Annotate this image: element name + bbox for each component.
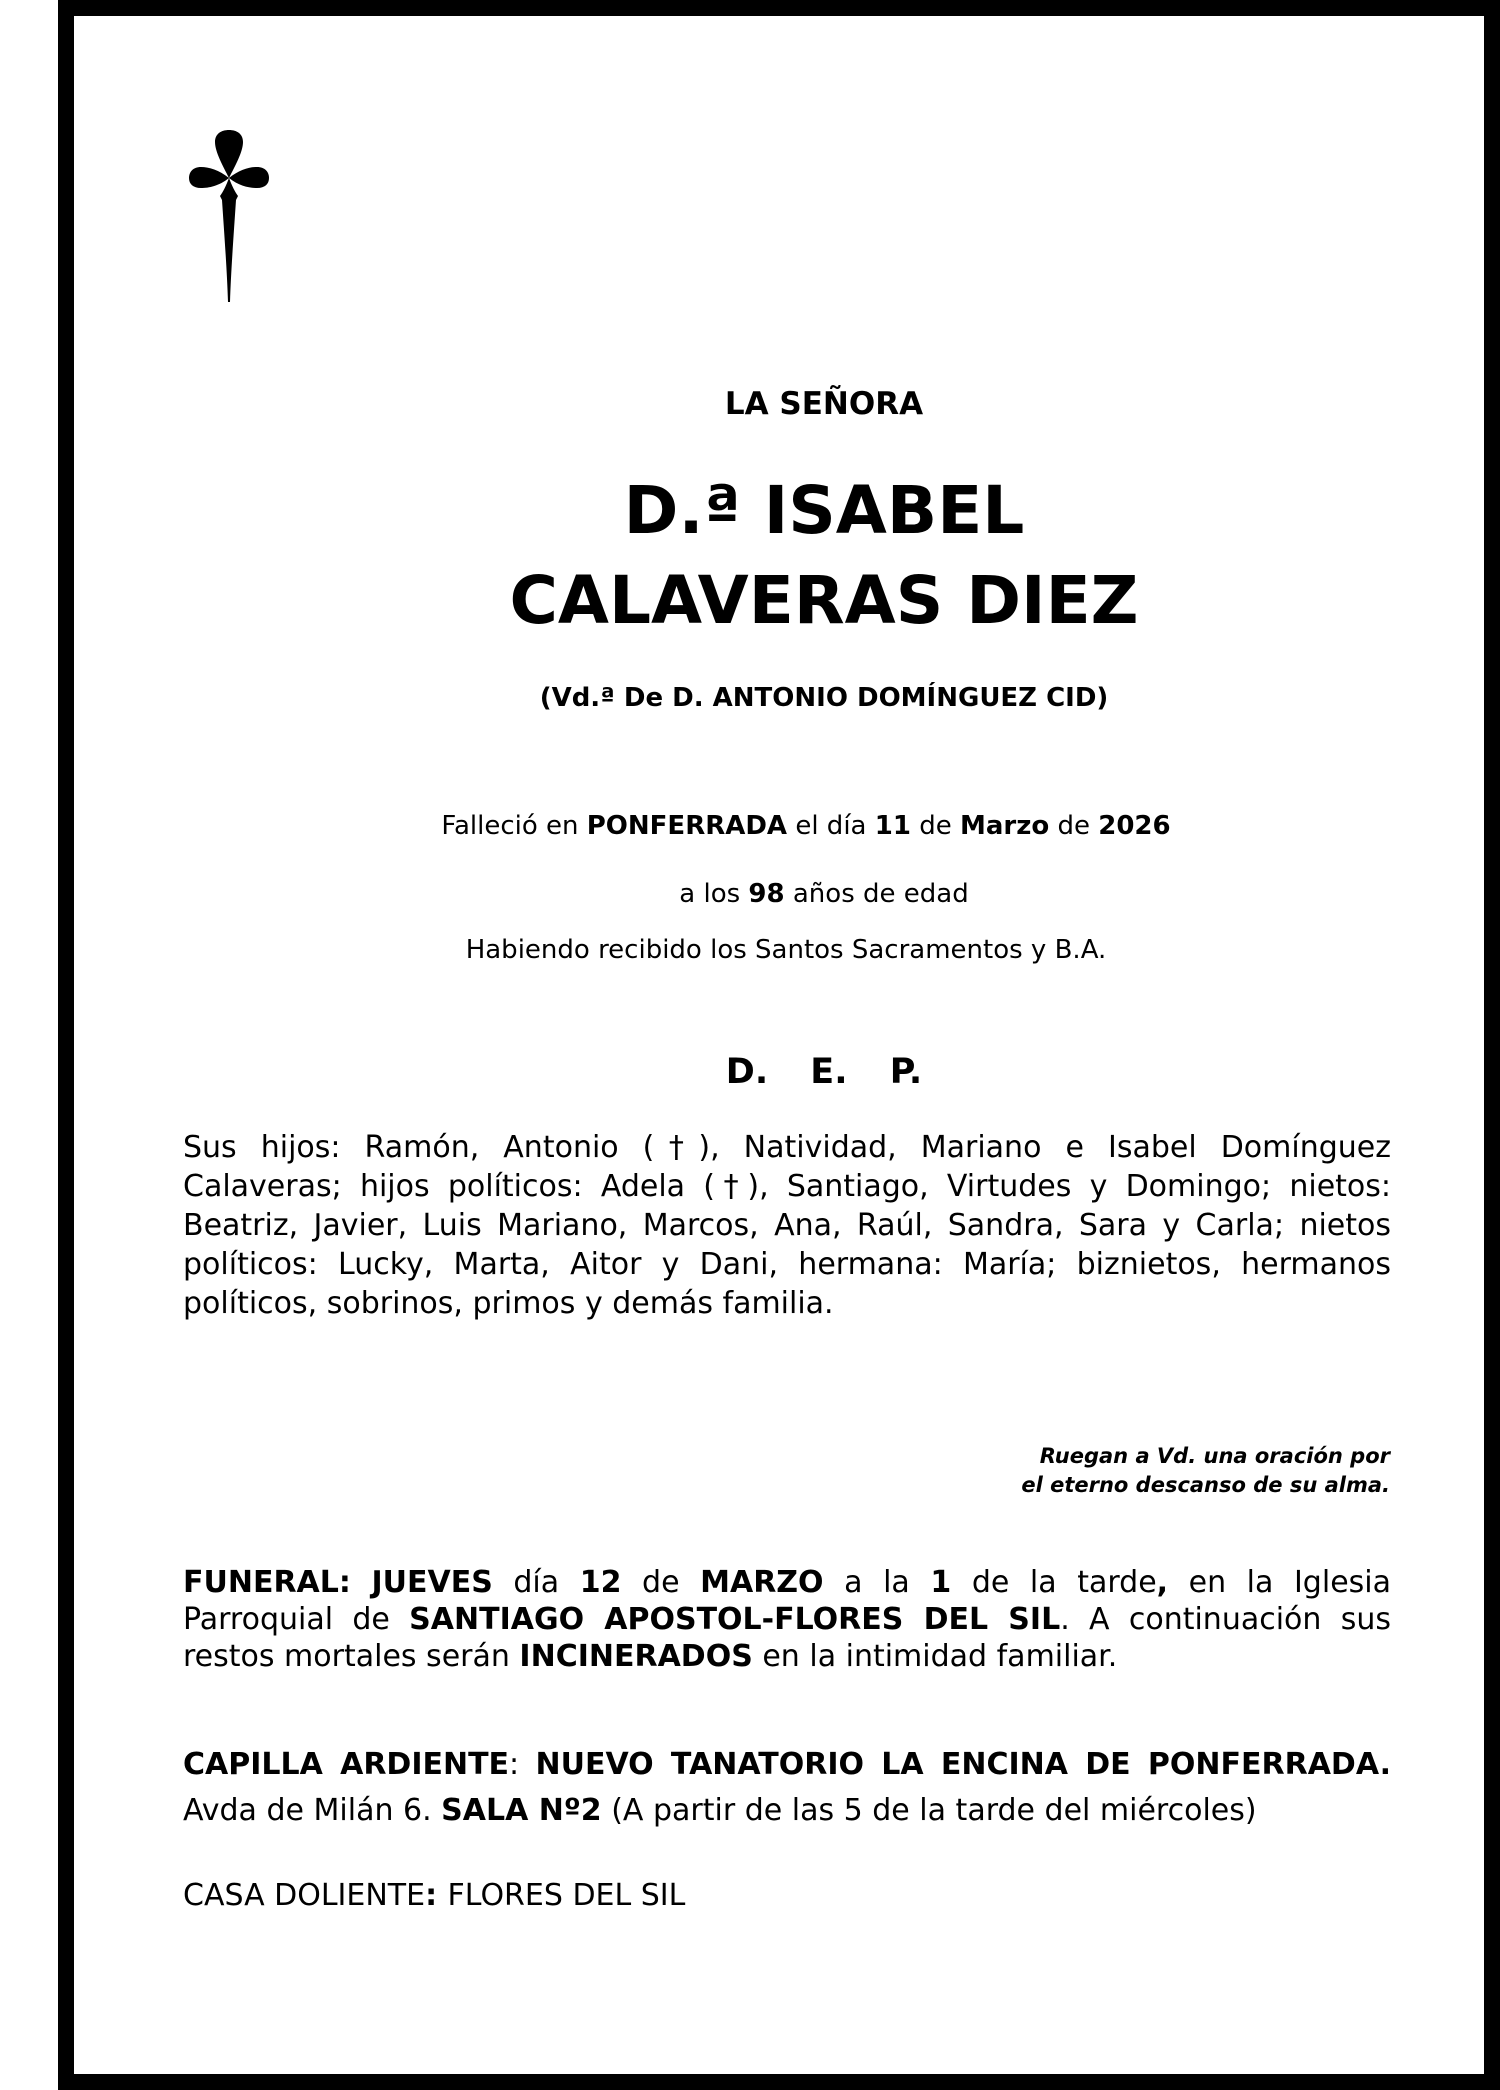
chapel-paragraph — [183, 1742, 1391, 1834]
chapel-room: SALA Nº2 — [441, 1793, 602, 1828]
text: : — [425, 1878, 448, 1913]
sacraments-line: Habiendo recibido los Santos Sacramentos y B.A. — [465, 935, 1107, 965]
death-day: 11 — [874, 811, 911, 841]
cross-icon — [189, 130, 269, 304]
funeral-hour: 1 — [930, 1565, 952, 1600]
text: de la tarde — [951, 1565, 1157, 1600]
deceased-name — [424, 466, 1224, 646]
year-prefix: de — [1049, 811, 1099, 841]
month-prefix: de — [910, 811, 960, 841]
casa-place: FLORES DEL SIL — [447, 1878, 686, 1913]
funeral-church: SANTIAGO APOSTOL-FLORES DEL SIL — [409, 1602, 1061, 1637]
death-line — [406, 808, 1206, 844]
mourning-house — [183, 1876, 1391, 1915]
prayer-request — [1021, 1442, 1390, 1500]
prayer-line-1: Ruegan a Vd. una oración por — [1039, 1444, 1390, 1468]
text: de — [621, 1565, 701, 1600]
funeral-label: FUNERAL: — [183, 1565, 351, 1600]
name-line-2: CALAVERAS DIEZ — [509, 562, 1139, 639]
funeral-weekday: JUEVES — [371, 1565, 493, 1600]
funeral-month: MARZO — [700, 1565, 824, 1600]
text: . A continuación sus restos mortales serán — [183, 1602, 1391, 1674]
funeral-disposition: INCINERADOS — [519, 1639, 753, 1674]
death-year: 2026 — [1098, 811, 1171, 841]
honorific: LA SEÑORA — [724, 386, 924, 422]
chapel-hours: (A partir de las 5 de la tarde del miércoles) — [601, 1793, 1257, 1828]
casa-label: CASA DOLIENTE — [183, 1878, 426, 1913]
age-years: 98 — [748, 879, 785, 909]
chapel-address: Avda de Milán 6. — [183, 1793, 442, 1828]
age-line — [424, 876, 1224, 912]
age-prefix: a los — [679, 879, 749, 909]
death-prefix: Falleció en — [441, 811, 587, 841]
day-prefix: el día — [787, 811, 875, 841]
text: a la — [823, 1565, 931, 1600]
text: , — [1156, 1565, 1169, 1600]
age-suffix: años de edad — [784, 879, 969, 909]
chapel-label: CAPILLA ARDIENTE — [183, 1747, 510, 1782]
widow-of: (Vd.ª De D. ANTONIO DOMÍNGUEZ CID) — [539, 683, 1109, 713]
text: : — [509, 1747, 536, 1782]
funeral-paragraph — [183, 1564, 1391, 1675]
text: en la Iglesia Parroquial de — [183, 1565, 1391, 1637]
text: día — [492, 1565, 580, 1600]
family-paragraph: Sus hijos: Ramón, Antonio (†), Natividad, Mariano e Isabel Domínguez Calaveras; hijos políticos: Adela (†), Santiago, Virtudes y Domingo; nietos: Beatriz, Javier, Luis Mariano, Marcos, Ana, Raúl, Sandra, Sara y Carla; nietos políticos: Lucky, Marta, Aitor y Dani, hermana: María; biznietos, hermanos políticos, sobrinos, primos y demás familia. — [183, 1130, 1391, 1321]
death-place: PONFERRADA — [586, 811, 788, 841]
funeral-day: 12 — [579, 1565, 622, 1600]
death-month: Marzo — [959, 811, 1050, 841]
prayer-line-2: el eterno descanso de su alma. — [1021, 1473, 1390, 1497]
name-line-1: D.ª ISABEL — [623, 472, 1025, 549]
chapel-venue: NUEVO TANATORIO LA ENCINA DE PONFERRADA. — [535, 1747, 1391, 1782]
text: en la intimidad familiar. — [752, 1639, 1118, 1674]
dep-line: D. E. P. — [725, 1052, 923, 1092]
